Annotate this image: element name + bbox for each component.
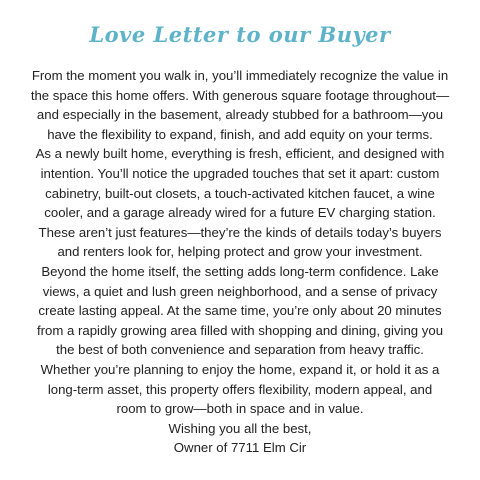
letter-line: cooler, and a garage already wired for a future EV charging station. <box>44 205 436 221</box>
letter-line: intention. You’ll notice the upgraded touches that set it apart: custom <box>40 165 440 181</box>
letter-line: These aren’t just features—they’re the kinds of details today’s buyers <box>38 224 442 240</box>
letter-signature: Owner of 7711 Elm Cir <box>173 440 307 456</box>
letter-line: Whether you’re planning to enjoy the home, expand it, or hold it as a <box>40 361 440 377</box>
letter-line: views, a quiet and lush green neighborhood, and a sense of privacy <box>42 283 438 299</box>
letter-line: the space this home offers. With generous square footage throughout— <box>30 87 450 103</box>
letter-line: the best of both convenience and separation from heavy traffic. <box>56 342 424 358</box>
letter-closing: Wishing you all the best, <box>168 420 312 436</box>
letter-title: Love Letter to our Buyer <box>89 22 391 47</box>
letter-line: from a rapidly growing area filled with shopping and dining, giving you <box>36 322 444 338</box>
letter-line: have the flexibility to expand, finish, and add equity on your terms. <box>47 126 433 142</box>
letter-line: long-term asset, this property offers flexibility, modern appeal, and <box>47 381 433 397</box>
letter-line: room to grow—both in space and in value. <box>116 401 364 417</box>
letter-line: From the moment you walk in, you’ll immediately recognize the value in <box>31 68 449 83</box>
letter-line: and especially in the basement, already stubbed for a bathroom—you <box>36 107 444 123</box>
letter-line: Beyond the home itself, the setting adds long-term confidence. Lake <box>41 263 439 279</box>
letter-line: cabinetry, built-out closets, a touch-activated kitchen faucet, a wine <box>45 185 435 201</box>
letter-body <box>10 66 470 458</box>
letter-line: As a newly built home, everything is fresh, efficient, and designed with <box>35 146 445 162</box>
letter-line: and renters look for, helping protect and grow your investment. <box>57 244 423 260</box>
letter-line: create lasting appeal. At the same time, you’re only about 20 minutes <box>38 303 442 319</box>
